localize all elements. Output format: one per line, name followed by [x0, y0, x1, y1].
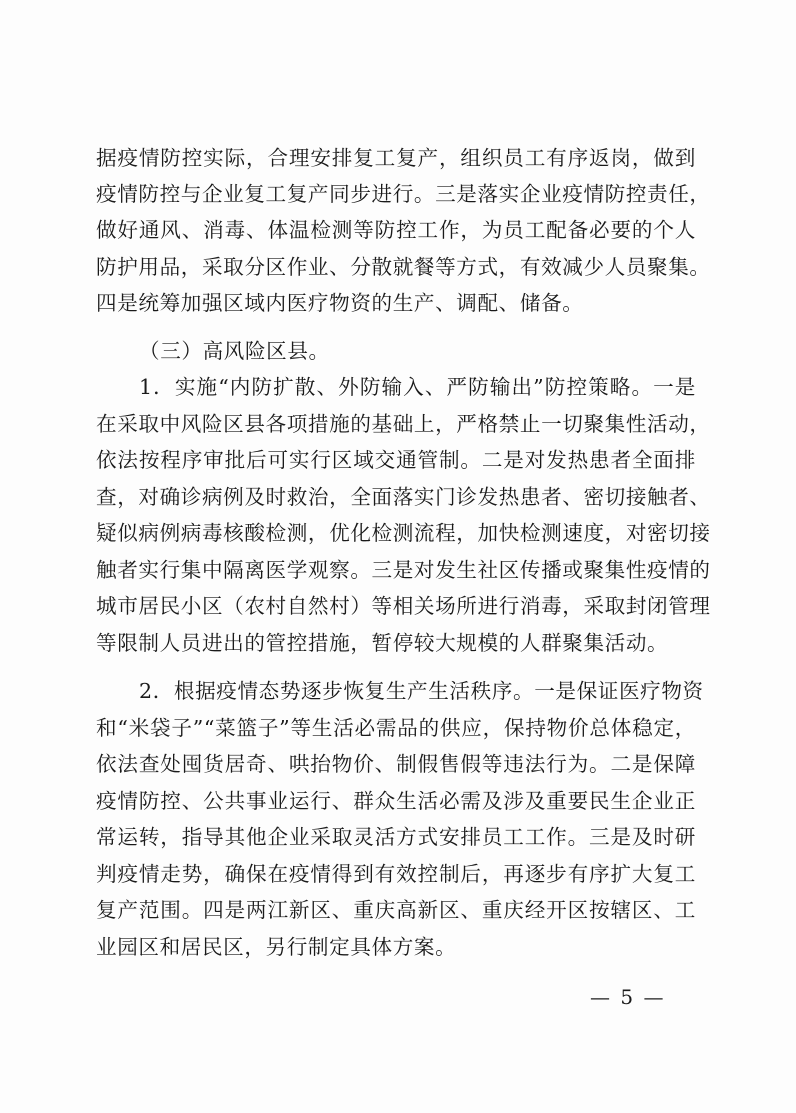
- numbered-item-heading: 2．根据疫情态势逐步恢复生产生活秩序。一是保证医疗物资: [139, 679, 704, 703]
- page-number: — 5 —: [590, 985, 666, 1009]
- text-line: 触者实行集中隔离医学观察。三是对发生社区传播或聚集性疫情的: [96, 558, 711, 582]
- numbered-item-heading: 1．实施“内防扩散、外防输入、严防输出”防控策略。一是: [139, 375, 696, 399]
- text-line: 查，对确诊病例及时救治，全面落实门诊发热患者、密切接触者、: [96, 485, 711, 509]
- text-line: 等限制人员进出的管控措施，暂停较大规模的人群聚集活动。: [96, 631, 669, 655]
- text-line: 城市居民小区（农村自然村）等相关场所进行消毒，采取封闭管理: [96, 594, 711, 618]
- text-line: 依法按程序审批后可实行区域交通管制。二是对发热患者全面排: [96, 448, 696, 472]
- text-line: 防护用品，采取分区作业、分散就餐等方式，有效减少人员聚集。: [96, 255, 711, 279]
- text-line: 常运转，指导其他企业采取灵活方式安排员工工作。三是及时研: [96, 825, 696, 849]
- text-line: 做好通风、消毒、体温检测等防控工作，为员工配备必要的个人: [96, 218, 696, 242]
- text-line: 在采取中风险区县各项措施的基础上，严格禁止一切聚集性活动，: [96, 412, 711, 436]
- text-line: 和“米袋子”“菜篮子”等生活必需品的供应，保持物价总体稳定，: [96, 716, 696, 740]
- text-line: 依法查处囤货居奇、哄抬物价、制假售假等违法行为。二是保障: [96, 752, 696, 776]
- text-line: 疑似病例病毒核酸检测，优化检测流程，加快检测速度，对密切接: [96, 521, 711, 545]
- text-line: 疫情防控与企业复工复产同步进行。三是落实企业疫情防控责任，: [96, 182, 711, 206]
- text-line: 复产范围。四是两江新区、重庆高新区、重庆经开区按辖区、工: [96, 898, 696, 922]
- text-line: 业园区和居民区，另行制定具体方案。: [96, 935, 457, 959]
- text-line: 据疫情防控实际，合理安排复工复产，组织员工有序返岗，做到: [96, 146, 696, 170]
- section-heading: （三）高风险区县。: [139, 339, 330, 363]
- text-line: 疫情防控、公共事业运行、群众生活必需及涉及重要民生企业正: [96, 789, 696, 813]
- text-line: 四是统筹加强区域内医疗物资的生产、调配、储备。: [96, 291, 584, 315]
- text-line: 判疫情走势，确保在疫情得到有效控制后，再逐步有序扩大复工: [96, 862, 696, 886]
